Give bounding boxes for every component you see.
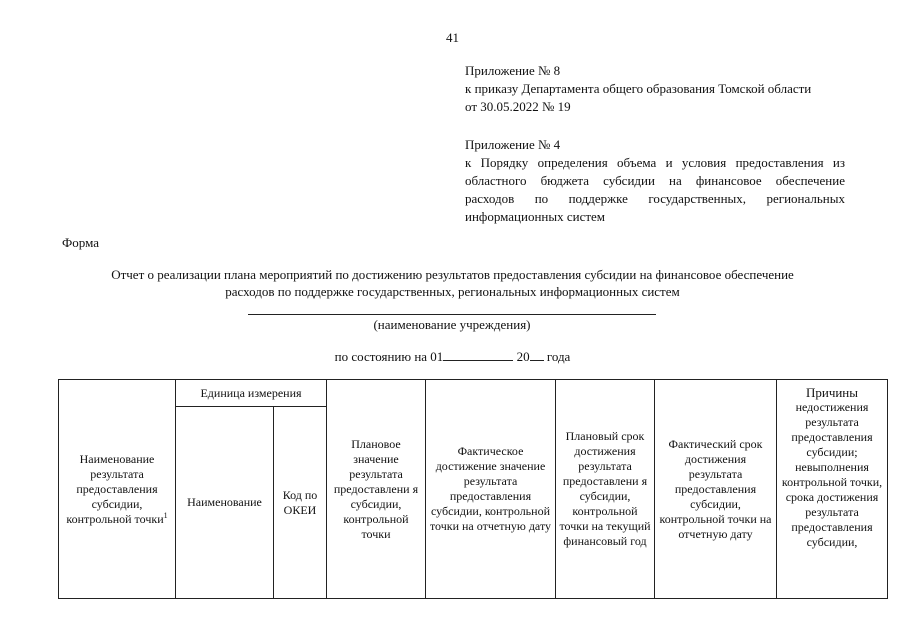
form-label: Форма [62,235,99,250]
header-unit-code: Код по ОКЕИ [274,407,327,599]
appendix-4-line2: областного бюджета субсидии на финансовое обеспечение [465,173,845,188]
as-of-prefix: по состоянию на 01 [334,349,444,364]
year-blank [530,348,544,361]
appendix-4-block [465,136,845,226]
institution-name-line [248,314,656,315]
appendix-8-line1: к приказу Департамента общего образования Томской области [465,81,812,96]
appendix-8-block [465,62,845,116]
as-of-year-prefix: 20 [516,349,530,364]
header-actual-term: Фактический срок достижения результата предоставления субсидии, контрольной точки на отчетную дату [655,380,777,599]
report-title [60,266,845,300]
appendix-4-line1: к Порядку определения объема и условия предоставления из [465,155,845,170]
page-number: 41 [446,30,459,45]
header-unit-name: Наименование [176,407,274,599]
appendix-8-line2: от 30.05.2022 № 19 [465,99,571,114]
institution-caption: (наименование учреждения) [373,317,531,332]
appendix-8-title: Приложение № 8 [465,63,561,78]
header-reasons-text: недостижения результата предоставления субсидии; невыполнения контрольной точки, срока достижения результата предоставления субсидии, [781,400,883,549]
report-title-line1: Отчет о реализации плана мероприятий по достижению результатов предоставления субсидии на финансовое обеспечение [111,267,794,282]
header-result-name: Наименование результата предоставления субсидии, контрольной точки$^1$ [59,380,176,599]
header-planned-term: Плановый срок достижения результата предоставлени я субсидии, контрольной точки на текущий финансовый год [556,380,655,599]
header-reasons-title: Причины [805,385,859,400]
as-of-date-line [0,348,905,365]
appendix-4-line4: информационных систем [465,209,606,224]
appendix-4-title: Приложение № 4 [465,137,561,152]
header-unit-group: Единица измерения [176,380,327,407]
report-table [58,379,888,599]
header-reasons [777,380,888,599]
appendix-4-line3: расходов по поддержке государственных, региональных [465,191,845,206]
as-of-suffix: года [546,349,571,364]
report-title-line2: расходов по поддержке государственных, региональных информационных систем [225,284,680,299]
header-planned-value: Плановое значение результата предоставлени я субсидии, контрольной точки [327,380,426,599]
header-actual-value: Фактическое достижение значение результата предоставления субсидии, контрольной точки на отчетную дату [426,380,556,599]
month-blank [443,348,513,361]
